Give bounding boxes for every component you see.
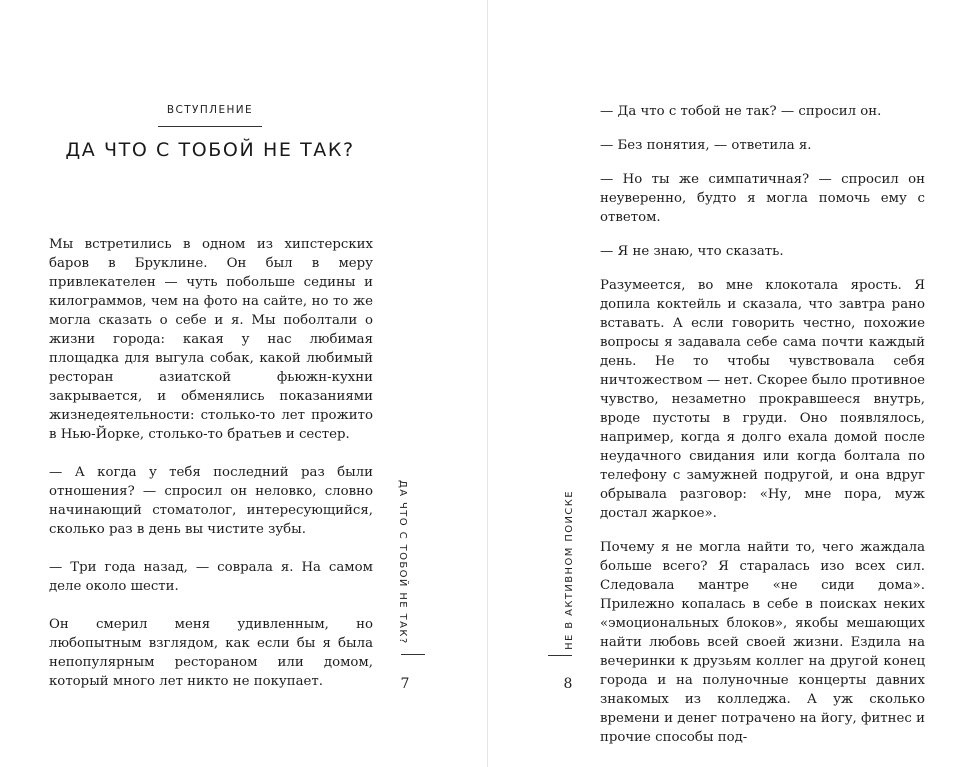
- right-page: [488, 0, 976, 767]
- paragraph: — Да что с тобой не так? — спросил он.: [600, 104, 882, 119]
- running-head-rule: [401, 654, 425, 655]
- chapter-label: ВСТУПЛЕНИЕ: [166, 104, 254, 116]
- right-page-body: [600, 102, 925, 762]
- paragraph: — Без понятия, — ответила я.: [600, 138, 812, 153]
- paragraph: Он смерил меня удивленным, но любопытным взглядом, как если бы я была непопулярным рестораном или домом, который много лет никто не покупает.: [49, 617, 373, 689]
- running-head-rule: [548, 655, 572, 656]
- page-number-left: 7: [400, 676, 410, 692]
- running-head-right: НЕ В АКТИВНОМ ПОИСКЕ: [564, 490, 575, 650]
- left-page-body: [49, 235, 373, 710]
- paragraph: Мы встретились в одном из хипстерских баров в Бруклине. Он был в меру привлекателен — чуть побольше седины и килограммов, чем на фото на сайте, но то же могла сказать о себе и я. Мы поболтали о жизни города: какая у нас любимая площадка для выгула собак, какой любимый ресторан азиатской фьюжн-кухни закрывается, и обменялись показаниями жизнедеятельности: столько-то лет прожито в Нью-Йорке, столько-то братьев и сестер.: [49, 237, 373, 442]
- paragraph: — А когда у тебя последний раз были отношения? — спросил он неловко, словно начинающий стоматолог, интересующийся, сколько раз в день вы чистите зубы.: [49, 465, 373, 537]
- chapter-title: ДА ЧТО С ТОБОЙ НЕ ТАК?: [65, 139, 355, 161]
- paragraph: — Но ты же симпатичная? — спросил он неуверенно, будто я могла помочь ему с ответом.: [600, 172, 925, 225]
- running-head-left: ДА ЧТО С ТОБОЙ НЕ ТАК?: [397, 480, 408, 645]
- page-number-right: 8: [563, 676, 573, 692]
- left-page: [0, 0, 487, 767]
- paragraph: — Я не знаю, что сказать.: [600, 244, 784, 259]
- paragraph: — Три года назад, — соврала я. На самом деле около шести.: [49, 560, 373, 594]
- paragraph: Разумеется, во мне клокотала ярость. Я допила коктейль и сказала, что завтра рано вставать. А если говорить честно, похожие вопросы я задавала себе сама почти каждый день. Не то чтобы чувствовала себя ничтожеством — нет. Скорее было противное чувство, незаметно прокравшееся внутрь, вроде пустоты в груди. Оно появлялось, например, когда я долго ехала домой после неудачного свидания или когда болтала по телефону с замужней подругой, и она вдруг обрывала разговор: «Ну, мне пора, муж достал жаркое».: [600, 278, 925, 521]
- chapter-label-rule: [158, 126, 262, 127]
- paragraph: Почему я не могла найти то, чего жаждала больше всего? Я старалась изо всех сил. Следовала мантре «не сиди дома». Прилежно копалась в себе в поисках неких «эмоциональных блоков», якобы мешающих найти любовь всей своей жизни. Ездила на вечеринки к друзьям коллег на другой конец города и на полуночные концерты давних знакомых из колледжа. А уж сколько времени и денег потрачено на йогу, фитнес и прочие способы под-: [600, 540, 925, 745]
